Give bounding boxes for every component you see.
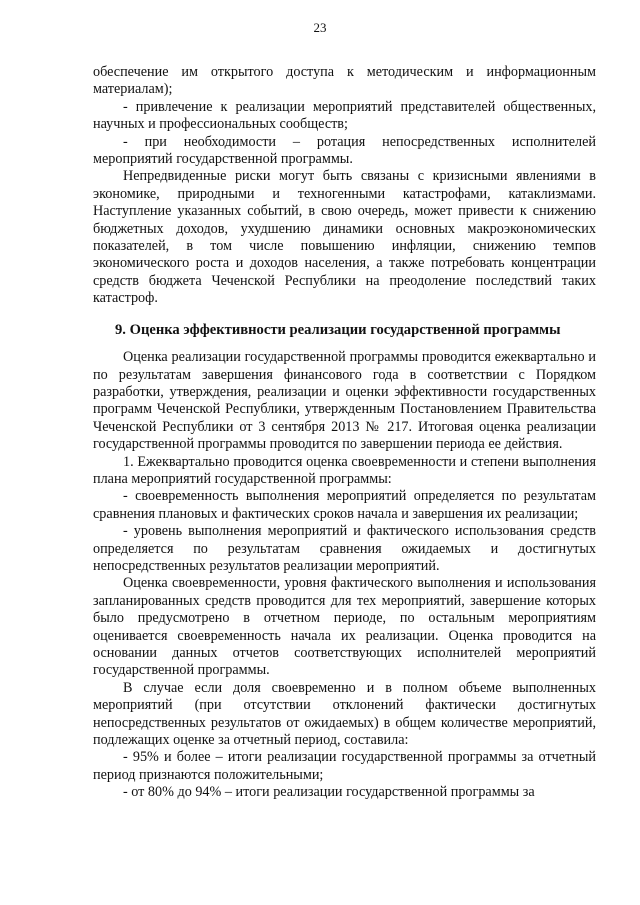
paragraph: 1. Ежеквартально проводится оценка своевременности и степени выполнения плана мероприятий государственной программы: — [93, 453, 596, 487]
paragraph: В случае если доля своевременно и в полном объеме выполненных мероприятий (при отсутствии отклонений фактически достигнутых непосредственных результатов от ожидаемых) в общем количестве мероприятий, подлежащих оценке за отчетный период, составила: — [93, 679, 596, 749]
paragraph: - при необходимости – ротация непосредственных исполнителей мероприятий государственной программы. — [93, 133, 596, 168]
paragraph: обеспечение им открытого доступа к методическим и информационным материалам); — [93, 64, 596, 98]
paragraph: - привлечение к реализации мероприятий представителей общественных, научных и профессиональных сообществ; — [93, 98, 596, 133]
paragraph: Оценка своевременности, уровня фактического выполнения и использования запланированных средств проводится для тех мероприятий, завершение которых было предусмотрено в отчетном периоде, по остальным мероприятиям оценивается своевременность начала их реализации. Оценка проводится на основании данных отчетов соответствующих исполнителей мероприятий государственной программы. — [93, 575, 596, 679]
paragraph: Непредвиденные риски могут быть связаны с кризисными явлениями в экономике, природными и техногенными катастрофами, катаклизмами. Наступление указанных событий, в свою очередь, может привести к снижению бюджетных доходов, ухудшению динамики основных макроэкономических показателей, в том числе повышению инфляции, снижению темпов экономического роста и доходов населения, а также потребовать концентрации средств бюджета Чеченской Республики на преодоление последствий таких катастроф. — [93, 168, 596, 307]
paragraph: - от 80% до 94% – итоги реализации государственной программы за — [123, 784, 535, 801]
paragraph: - своевременность выполнения мероприятий определяется по результатам сравнения плановых и фактических сроков начала и завершения их реализации; — [93, 488, 596, 522]
page-content — [93, 64, 596, 802]
page-number: 23 — [313, 20, 327, 35]
section-heading: 9. Оценка эффективности реализации государственной программы — [115, 321, 561, 338]
paragraph: - уровень выполнения мероприятий и фактического использования средств определяется по результатам сравнения ожидаемых и достигнутых непосредственных результатов реализации мероприятий. — [93, 523, 596, 574]
paragraph: Оценка реализации государственной программы проводится ежеквартально и по результатам завершения финансового года в соответствии с Порядком разработки, утверждения, реализации и оценки эффективности государственных программ Чеченской Республики, утвержденным Постановлением Правительства Чеченской Республики от 3 сентября 2013 № 217. Итоговая оценка реализации государственной программы проводится по завершении периода ее действия. — [93, 349, 596, 453]
paragraph: - 95% и более – итоги реализации государственной программы за отчетный период признаются положительными; — [93, 749, 596, 783]
